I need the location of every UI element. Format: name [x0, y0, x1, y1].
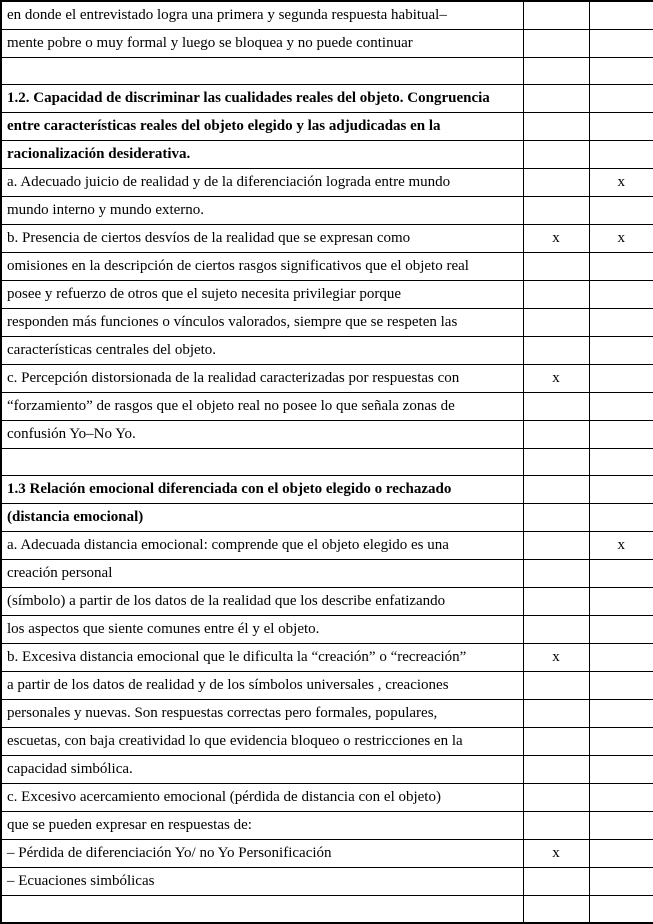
table-row: [1, 784, 653, 812]
mark-cell-1: [523, 588, 589, 616]
mark-cell-1: [523, 141, 589, 169]
table-row: [1, 756, 653, 784]
mark-cell-2: [589, 337, 653, 365]
criterion-text: [1, 449, 523, 476]
mark-cell-1: [523, 58, 589, 85]
mark-cell-2: x: [589, 169, 653, 197]
criterion-text: – Ecuaciones simbólicas: [1, 868, 523, 896]
section-heading-row: [1, 504, 653, 532]
criterion-text: c. Excesivo acercamiento emocional (pérdida de distancia con el objeto): [1, 784, 523, 812]
section-heading-text: 1.2. Capacidad de discriminar las cualidades reales del objeto. Congruencia: [1, 85, 523, 113]
mark-cell-2: [589, 784, 653, 812]
mark-cell-2: [589, 672, 653, 700]
table-row: [1, 309, 653, 337]
criterion-text: c. Percepción distorsionada de la realidad caracterizadas por respuestas con: [1, 365, 523, 393]
mark-cell-1: x: [523, 840, 589, 868]
table-row: [1, 365, 653, 393]
criterion-text: en donde el entrevistado logra una primera y segunda respuesta habitual–: [1, 1, 523, 30]
mark-cell-2: [589, 756, 653, 784]
criterion-text: mundo interno y mundo externo.: [1, 197, 523, 225]
mark-cell-1: [523, 30, 589, 58]
mark-cell-1: [523, 476, 589, 504]
mark-cell-1: x: [523, 225, 589, 253]
mark-cell-2: [589, 1, 653, 30]
criterion-text: [1, 896, 523, 923]
table-row: [1, 337, 653, 365]
mark-cell-1: [523, 756, 589, 784]
mark-cell-1: [523, 1, 589, 30]
table-row: [1, 30, 653, 58]
mark-cell-1: x: [523, 644, 589, 672]
table-row-spacer: [1, 449, 653, 476]
criterion-text: b. Presencia de ciertos desvíos de la realidad que se expresan como: [1, 225, 523, 253]
mark-cell-2: [589, 812, 653, 840]
section-heading-text: 1.3 Relación emocional diferenciada con el objeto elegido o rechazado: [1, 476, 523, 504]
mark-cell-1: [523, 560, 589, 588]
mark-cell-1: [523, 700, 589, 728]
mark-cell-2: [589, 421, 653, 449]
mark-cell-1: [523, 896, 589, 923]
table-row: [1, 616, 653, 644]
mark-cell-1: [523, 812, 589, 840]
mark-cell-2: x: [589, 532, 653, 560]
criterion-text: mente pobre o muy formal y luego se bloquea y no puede continuar: [1, 30, 523, 58]
mark-cell-2: [589, 85, 653, 113]
section-heading-text: entre características reales del objeto elegido y las adjudicadas en la: [1, 113, 523, 141]
mark-cell-2: [589, 896, 653, 923]
section-heading-text: (distancia emocional): [1, 504, 523, 532]
criterion-text: (símbolo) a partir de los datos de la realidad que los describe enfatizando: [1, 588, 523, 616]
table-row: [1, 281, 653, 309]
mark-cell-2: [589, 309, 653, 337]
mark-cell-2: [589, 393, 653, 421]
criterion-text: personales y nuevas. Son respuestas correctas pero formales, populares,: [1, 700, 523, 728]
mark-cell-1: [523, 672, 589, 700]
criterion-text: creación personal: [1, 560, 523, 588]
mark-cell-2: [589, 253, 653, 281]
table-row: [1, 868, 653, 896]
criterion-text: que se pueden expresar en respuestas de:: [1, 812, 523, 840]
table-row: [1, 197, 653, 225]
table-row: [1, 225, 653, 253]
table-row: [1, 560, 653, 588]
mark-cell-2: [589, 728, 653, 756]
table-row: [1, 812, 653, 840]
criterion-text: los aspectos que siente comunes entre él y el objeto.: [1, 616, 523, 644]
mark-cell-2: [589, 281, 653, 309]
table-row: [1, 700, 653, 728]
table-row: [1, 588, 653, 616]
mark-cell-2: [589, 840, 653, 868]
mark-cell-2: [589, 30, 653, 58]
mark-cell-2: [589, 476, 653, 504]
criterion-text: “forzamiento” de rasgos que el objeto real no posee lo que señala zonas de: [1, 393, 523, 421]
mark-cell-1: [523, 85, 589, 113]
mark-cell-2: x: [589, 225, 653, 253]
mark-cell-1: [523, 281, 589, 309]
mark-cell-1: [523, 728, 589, 756]
table-row-spacer: [1, 58, 653, 85]
mark-cell-2: [589, 141, 653, 169]
table-row: [1, 253, 653, 281]
criterion-text: características centrales del objeto.: [1, 337, 523, 365]
mark-cell-1: [523, 868, 589, 896]
mark-cell-2: [589, 113, 653, 141]
table-row: [1, 393, 653, 421]
table-row: [1, 532, 653, 560]
mark-cell-1: [523, 253, 589, 281]
mark-cell-1: [523, 113, 589, 141]
mark-cell-1: [523, 616, 589, 644]
section-heading-row: [1, 476, 653, 504]
criterion-text: capacidad simbólica.: [1, 756, 523, 784]
mark-cell-2: [589, 560, 653, 588]
criterion-text: a. Adecuado juicio de realidad y de la diferenciación lograda entre mundo: [1, 169, 523, 197]
criterion-text: confusión Yo–No Yo.: [1, 421, 523, 449]
mark-cell-1: [523, 784, 589, 812]
table-row: [1, 644, 653, 672]
mark-cell-2: [589, 616, 653, 644]
table-row: [1, 1, 653, 30]
mark-cell-2: [589, 644, 653, 672]
section-heading-text: racionalización desiderativa.: [1, 141, 523, 169]
table-row: [1, 672, 653, 700]
mark-cell-2: [589, 197, 653, 225]
mark-cell-1: [523, 504, 589, 532]
mark-cell-1: [523, 393, 589, 421]
table-row: [1, 169, 653, 197]
criterion-text: a partir de los datos de realidad y de los símbolos universales , creaciones: [1, 672, 523, 700]
mark-cell-1: [523, 421, 589, 449]
mark-cell-2: [589, 588, 653, 616]
table-row: [1, 728, 653, 756]
mark-cell-2: [589, 449, 653, 476]
table-row-spacer: [1, 896, 653, 923]
mark-cell-2: [589, 58, 653, 85]
section-heading-row: [1, 85, 653, 113]
mark-cell-2: [589, 504, 653, 532]
mark-cell-1: [523, 197, 589, 225]
criterion-text: b. Excesiva distancia emocional que le dificulta la “creación” o “recreación”: [1, 644, 523, 672]
mark-cell-1: x: [523, 365, 589, 393]
mark-cell-1: [523, 169, 589, 197]
table-row: [1, 421, 653, 449]
criterion-text: posee y refuerzo de otros que el sujeto necesita privilegiar porque: [1, 281, 523, 309]
criterion-text: escuetas, con baja creatividad lo que evidencia bloqueo o restricciones en la: [1, 728, 523, 756]
mark-cell-1: [523, 449, 589, 476]
mark-cell-2: [589, 365, 653, 393]
mark-cell-2: [589, 868, 653, 896]
section-heading-row: [1, 113, 653, 141]
mark-cell-1: [523, 309, 589, 337]
table-row: [1, 840, 653, 868]
criterion-text: [1, 58, 523, 85]
section-heading-row: [1, 141, 653, 169]
criterion-text: – Pérdida de diferenciación Yo/ no Yo Personificación: [1, 840, 523, 868]
criterion-text: responden más funciones o vínculos valorados, siempre que se respeten las: [1, 309, 523, 337]
mark-cell-1: [523, 532, 589, 560]
criterion-text: omisiones en la descripción de ciertos rasgos significativos que el objeto real: [1, 253, 523, 281]
mark-cell-1: [523, 337, 589, 365]
criterion-text: a. Adecuada distancia emocional: comprende que el objeto elegido es una: [1, 532, 523, 560]
mark-cell-2: [589, 700, 653, 728]
